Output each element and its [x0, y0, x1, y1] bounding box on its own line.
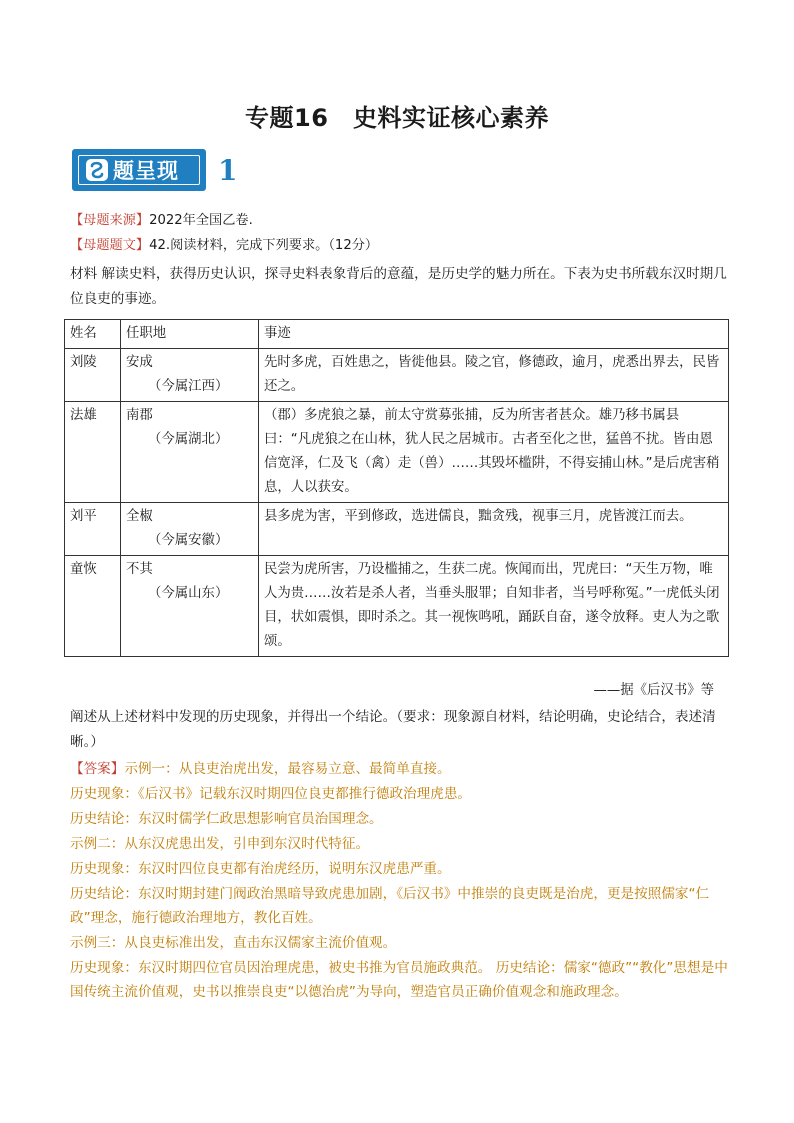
header-place: 任职地: [121, 320, 259, 349]
cell-place: [121, 503, 259, 556]
badge-label: 题呈现: [113, 159, 179, 183]
table-row: [65, 503, 729, 556]
answer-line: 历史现象：东汉时期四位官员因治理虎患，被史书推为官员施政典范。 历史结论：儒家“德政”“教化”思想是中国传统主流价值观，史书以推崇良吏“以德治虎”为导向，塑造官员正确价值观念和施政理念。: [70, 960, 728, 1000]
place-name: 不其: [126, 562, 153, 577]
place-note: （今属山东）: [148, 586, 229, 601]
answer-line: 历史现象：东汉时四位良吏都有治虎经历，说明东汉虎患严重。: [70, 861, 451, 877]
answer-line: [70, 757, 734, 781]
table-row: [65, 349, 729, 402]
question-line: [70, 237, 378, 255]
source-label: 【母题来源】: [70, 213, 150, 228]
cell-deeds: 县多虎为害，平到修政，选进儒良，黜贪残，视事三月，虎皆渡江而去。: [259, 503, 729, 556]
cell-place: [121, 402, 259, 503]
answer-line: 历史结论：东汉时儒学仁政思想影响官员治国理念。: [70, 811, 383, 827]
cell-name: 刘陵: [65, 349, 121, 402]
header-deeds: 事迹: [259, 320, 729, 349]
cell-place: [121, 556, 259, 657]
question-label: 【母题题文】: [70, 238, 150, 253]
table-header-row: [65, 320, 729, 349]
question-value: 42.阅读材料，完成下列要求。（12分）: [149, 238, 379, 253]
source-line: [70, 212, 253, 230]
place-name: 全椒: [126, 509, 153, 524]
answer-line: 示例三：从良吏标准出发，直击东汉儒家主流价值观。: [70, 935, 397, 951]
answer-line: 示例二：从东汉虎患出发，引申到东汉时代特征。: [70, 836, 370, 852]
answer-block: [70, 757, 734, 1004]
badge-swirl-icon: [85, 158, 109, 182]
records-table: [64, 319, 729, 657]
badge-number: 1: [218, 154, 238, 187]
material-text: 材料 解读史料，获得历史认识，探寻史料表象背后的意蕴，是历史学的魅力所在。下表为史书所载东汉时期几位良吏的事迹。: [70, 266, 727, 307]
cell-deeds: 民尝为虎所害，乃设槛捕之，生获二虎。恢闻而出，咒虎曰：“天生万物，唯人为贵……汝若是杀人者，当垂头服罪；自知非者，当号呼称冤。”一虎低头闭目，状如震惧，即时杀之。其一视恢鸣吼，踊跃自奋，遂令放释。吏人为之歌颂。: [259, 556, 729, 657]
place-name: 南郡: [126, 408, 153, 423]
badge-frame: [78, 155, 200, 185]
place-note: （今属安徽）: [148, 533, 229, 548]
cell-place: [121, 349, 259, 402]
answer-label: 【答案】: [70, 761, 125, 777]
table-row: [65, 402, 729, 503]
cell-deeds: 先时多虎，百姓患之，皆徙他县。陵之官，修德政，逾月，虎悉出界去，民皆还之。: [259, 349, 729, 402]
table-row: [65, 556, 729, 657]
section-badge: [72, 149, 206, 191]
answer-line: 历史结论：东汉时期封建门阀政治黑暗导致虎患加剧，《后汉书》中推崇的良吏既是治虎，更是按照儒家“仁政”理念，施行德政治理地方，教化百姓。: [70, 886, 710, 926]
header-name: 姓名: [65, 320, 121, 349]
cell-name: 法雄: [65, 402, 121, 503]
source-value: 2022年全国乙卷.: [149, 213, 253, 228]
requirement-text: 阐述从上述材料中发现的历史现象，并得出一个结论。（要求：现象源自材料，结论明确，史论结合，表述清晰。）: [70, 709, 716, 750]
cell-name: 童恢: [65, 556, 121, 657]
place-note: （今属江西）: [148, 379, 229, 394]
cell-deeds: （郡）多虎狼之暴，前太守赏募张捕，反为所害者甚众。雄乃移书属县曰：“凡虎狼之在山林，犹人民之居城市。古者至化之世，猛兽不扰。皆由恩信宽泽，仁及飞（禽）走（兽）……其毁坏槛阱，不得妄捕山林。”是后虎害稍息，人以获安。: [259, 402, 729, 503]
table-source: ——据《后汉书》等: [593, 683, 714, 698]
place-note: （今属湖北）: [148, 432, 229, 447]
page-title: 专题16 史料实证核心素养: [245, 104, 549, 132]
place-name: 安成: [126, 355, 153, 370]
cell-name: 刘平: [65, 503, 121, 556]
answer-text: 示例一：从良吏治虎出发，最容易立意、最简单直接。: [124, 761, 451, 777]
answer-line: 历史现象：《后汉书》记载东汉时期四位良吏都推行德政治理虎患。: [70, 786, 472, 802]
